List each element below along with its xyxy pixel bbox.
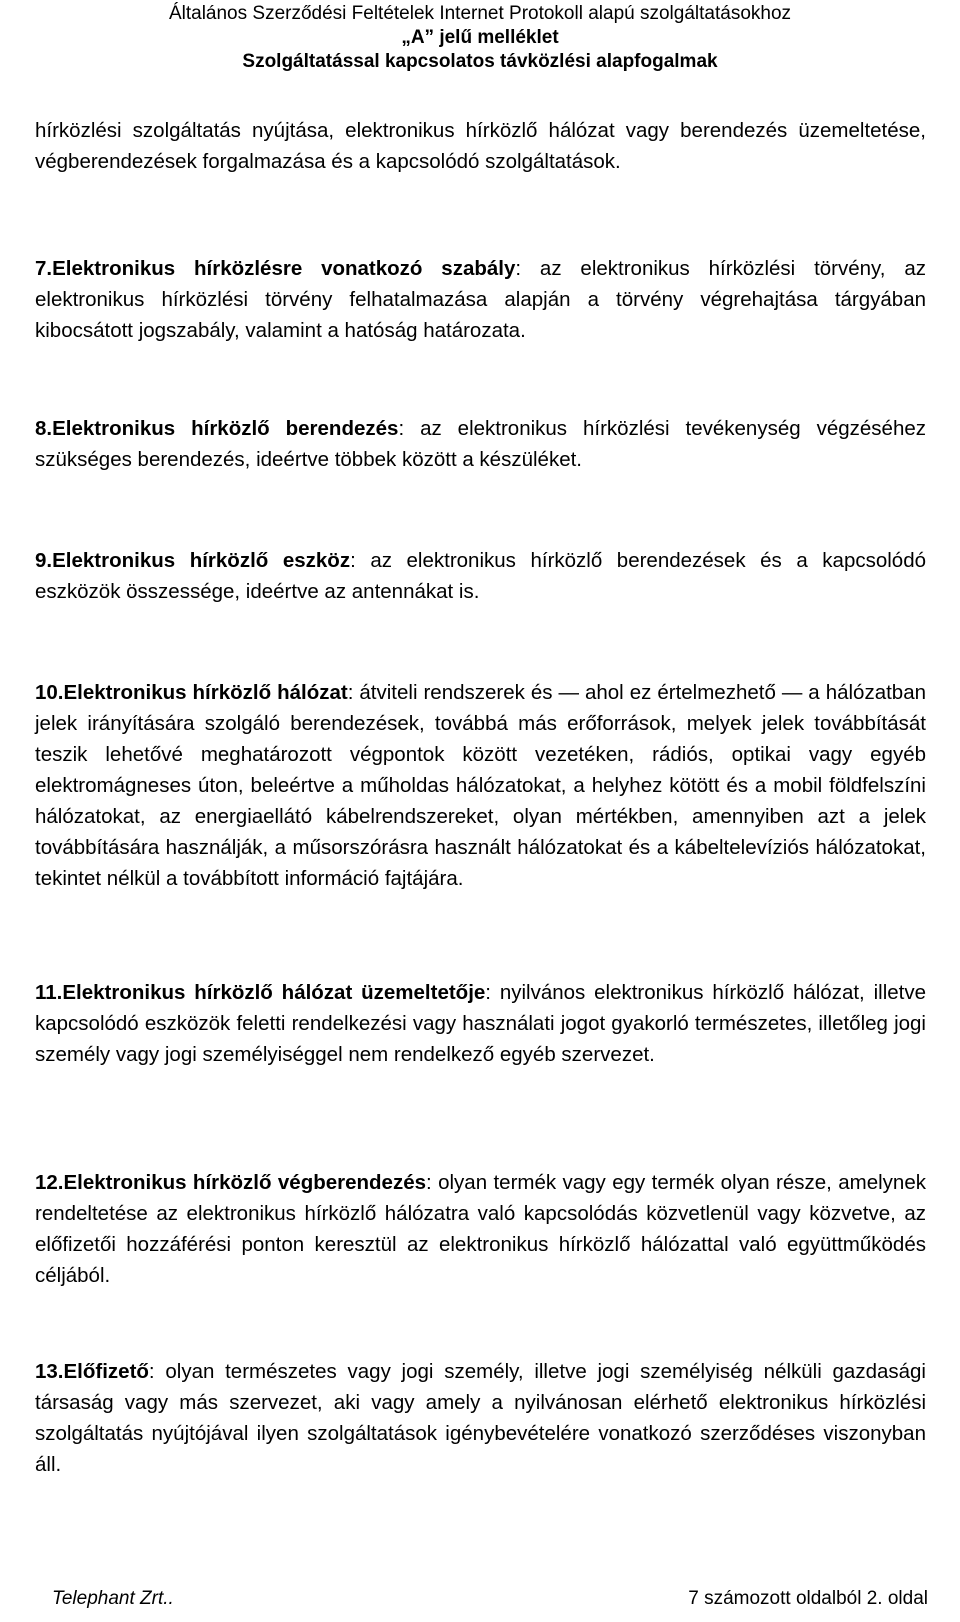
- header-title: Általános Szerződési Feltételek Internet Protokoll alapú szolgáltatásokhoz: [168, 3, 792, 24]
- item-number: 12.: [35, 1171, 64, 1194]
- definition-item-12: [35, 1167, 926, 1291]
- item-term: Elektronikus hírközlő berendezés: [52, 417, 399, 440]
- item-number: 11.: [35, 981, 63, 1004]
- intro-text: hírközlési szolgáltatás nyújtása, elektronikus hírközlő hálózat vagy berendezés üzemeltetése, végberendezések forgalmazása és a kapcsolódó szolgáltatások.: [35, 119, 926, 173]
- intro-paragraph: [35, 115, 926, 177]
- item-number: 10.: [35, 681, 64, 704]
- item-definition: : átviteli rendszerek és — ahol ez értelmezhető — a hálózatban jelek irányítására szolgáló berendezések, továbbá más erőforrások, melyek jelek továbbítását teszik lehetővé meghatározott végpontok között vezetéken, rádiós, optikai vagy egyéb elektromágneses úton, beleértve a műholdas hálózatokat, a helyhez kötött és a mobil földfelszíni hálózatokat, az energiaellátó kábelrendszereket, olyan mértékben, amennyiben azt a jelek továbbítására használják, a műsorszórásra használt hálózatokat és a kábeltelevíziós hálózatokat, tekintet nélkül a továbbított információ fajtájára.: [35, 681, 926, 890]
- item-number: 7.: [35, 257, 53, 280]
- header-subtitle: Szolgáltatással kapcsolatos távközlési alapfogalmak: [242, 51, 718, 72]
- definition-item-13: [35, 1356, 926, 1480]
- definition-item-7: [35, 253, 926, 346]
- item-definition: : olyan termék vagy egy termék olyan része, amelynek rendeltetése az elektronikus hírközlő hálózatra való kapcsolódás közvetlenül vagy közvetve, az előfizetői hozzáférési ponton keresztül az elektronikus hírközlő hálózattal való együttműködés céljából.: [35, 1171, 926, 1287]
- item-term: Elektronikus hírközlő eszköz: [52, 549, 351, 572]
- item-definition: : olyan természetes vagy jogi személy, illetve jogi személyiség nélküli gazdasági társaság vagy más szervezet, aki vagy amely a nyilvánosan elérhető elektronikus hírközlési szolgáltatás nyújtójával ilyen szolgáltatások igénybevételére vonatkozó szerződéses viszonyban áll.: [35, 1360, 926, 1476]
- item-number: 9.: [35, 549, 53, 572]
- item-definition: : az elektronikus hírközlési törvény, az elektronikus hírközlési törvény felhatalmazása alapján a törvény végrehajtása tárgyában kibocsátott jogszabály, valamint a hatóság határozata.: [35, 257, 926, 342]
- page-header: [0, 2, 960, 74]
- header-appendix: „A” jelű melléklet: [401, 27, 559, 48]
- item-number: 8.: [35, 417, 53, 440]
- item-term: Előfizető: [63, 1360, 149, 1383]
- item-term: Elektronikus hírközlésre vonatkozó szabály: [52, 257, 516, 280]
- definition-item-8: [35, 413, 926, 475]
- item-number: 13.: [35, 1360, 64, 1383]
- item-term: Elektronikus hírközlő végberendezés: [63, 1171, 427, 1194]
- item-definition: : az elektronikus hírközlési tevékenység végzéséhez szükséges berendezés, ideértve többek között a készüléket.: [35, 417, 926, 471]
- definition-item-11: [35, 977, 926, 1070]
- item-term: Elektronikus hírközlő hálózat üzemeltetője: [62, 981, 486, 1004]
- item-definition: : nyilvános elektronikus hírközlő hálózat, illetve kapcsolódó eszközök feletti rendelkezési vagy használati jogot gyakorló természetes, illetőleg jogi személy vagy jogi személyiséggel nem rendelkező egyéb szervezet.: [35, 981, 926, 1066]
- item-definition: : az elektronikus hírközlő berendezések és a kapcsolódó eszközök összessége, ideértve az antennákat is.: [35, 549, 927, 603]
- footer-company: Telephant Zrt..: [52, 1588, 174, 1609]
- definition-item-10: [35, 677, 926, 894]
- footer-page-number: 7 számozott oldalból 2. oldal: [688, 1588, 928, 1609]
- item-term: Elektronikus hírközlő hálózat: [63, 681, 348, 704]
- definition-item-9: [35, 545, 926, 607]
